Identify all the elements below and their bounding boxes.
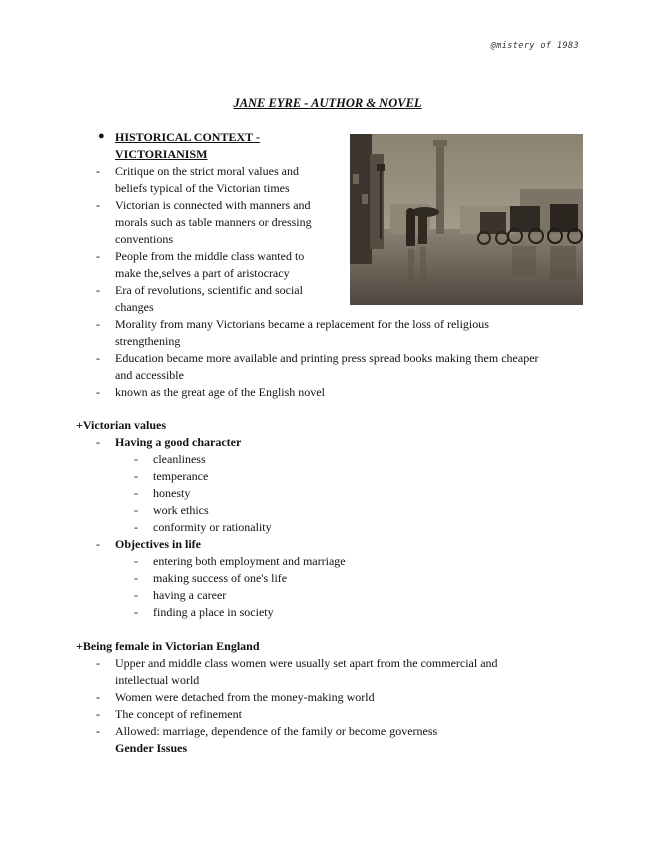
historical-heading xyxy=(76,129,576,146)
list-item: - Education became more available and printing press spread books making them cheaper xyxy=(96,351,539,365)
list-item-cont: intellectual world xyxy=(115,673,200,687)
bullet-dot-icon: ● xyxy=(98,130,105,142)
female-section xyxy=(76,638,576,757)
list-item-cont: and accessible xyxy=(115,368,184,382)
list-item-cont: beliefs typical of the Victorian times xyxy=(115,181,290,195)
list-item: - having a career xyxy=(134,588,227,602)
list-item: - making success of one's life xyxy=(134,571,288,585)
page-title: JANE EYRE - AUTHOR & NOVEL xyxy=(233,96,422,110)
watermark: @mistery of 1983 xyxy=(490,41,579,51)
list-item: - honesty xyxy=(134,486,191,500)
victorian-values-section xyxy=(76,417,576,621)
historical-context-section xyxy=(76,129,576,401)
list-item: - conformity or rationality xyxy=(134,520,272,534)
subheading: Gender Issues xyxy=(115,741,188,755)
list-item: - known as the great age of the English novel xyxy=(96,385,325,399)
section-heading: +Victorian values xyxy=(76,418,167,432)
list-item: - work ethics xyxy=(134,503,209,517)
list-item: - Upper and middle class women were usually set apart from the commercial and xyxy=(96,656,498,670)
list-item: - temperance xyxy=(134,469,209,483)
group-label: - Having a good character xyxy=(96,435,242,449)
list-item: - finding a place in society xyxy=(134,605,274,619)
list-item: - Morality from many Victorians became a replacement for the loss of religious xyxy=(96,317,489,331)
list-item-cont: conventions xyxy=(115,232,173,246)
section-heading: +Being female in Victorian England xyxy=(76,639,260,653)
list-item: - Allowed: marriage, dependence of the family or become governess xyxy=(96,724,438,738)
list-item-cont: morals such as table manners or dressing xyxy=(115,215,312,229)
list-item: - Critique on the strict moral values and xyxy=(96,164,299,178)
group-label: - Objectives in life xyxy=(96,537,201,551)
list-item: - Era of revolutions, scientific and social xyxy=(96,283,303,297)
historical-heading-cont xyxy=(76,146,576,163)
list-item: - cleanliness xyxy=(134,452,206,466)
list-item: - entering both employment and marriage xyxy=(134,554,346,568)
list-item-cont: changes xyxy=(115,300,154,314)
list-item: - Victorian is connected with manners and xyxy=(96,198,311,212)
list-item: - People from the middle class wanted to xyxy=(96,249,305,263)
list-item: - Women were detached from the money-making world xyxy=(96,690,375,704)
list-item-cont: strengthening xyxy=(115,334,181,348)
list-item: - The concept of refinement xyxy=(96,707,242,721)
historical-heading-line-2: VICTORIANISM xyxy=(115,147,208,161)
list-item-cont: make the,selves a part of aristocracy xyxy=(115,266,290,280)
historical-heading-line-1: HISTORICAL CONTEXT - xyxy=(115,130,260,144)
